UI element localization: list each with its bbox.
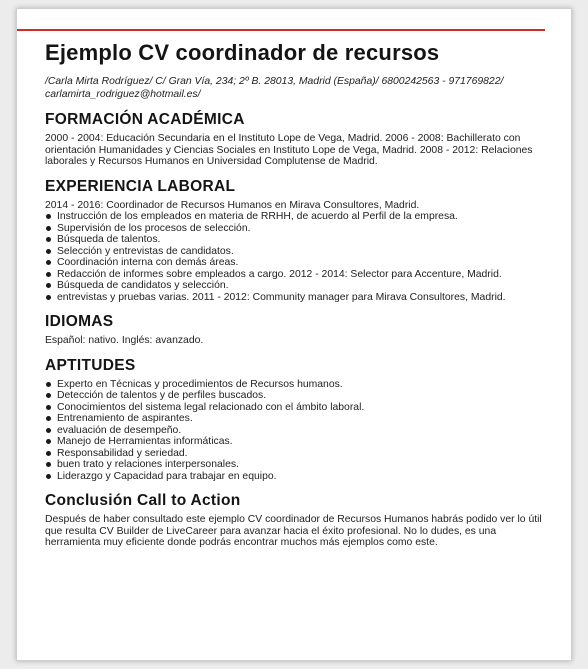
formacion-heading: FORMACIÓN ACADÉMICA: [45, 111, 245, 128]
list-item: Búsqueda de talentos.: [45, 234, 545, 246]
list-item: Selección y entrevistas de candidatos.: [45, 246, 545, 258]
list-item: Liderazgo y Capacidad para trabajar en equipo.: [45, 471, 545, 483]
experiencia-heading: EXPERIENCIA LABORAL: [45, 177, 236, 195]
list-item: Detección de talentos y de perfiles buscados.: [45, 390, 545, 402]
list-item: Manejo de Herramientas informáticas.: [45, 436, 545, 448]
aptitudes-list: [45, 379, 545, 483]
cv-title: Ejemplo CV coordinador de recursos: [45, 40, 440, 65]
list-item: Redacción de informes sobre empleados a cargo. 2012 - 2014: Selector para Accenture, Madrid.: [45, 269, 545, 281]
conclusion-text: Después de haber consultado este ejemplo CV coordinador de Recursos Humanos habrás podido ver lo útil que resulta CV Builder de LiveCareer para avanzar hacia el éxito profesional. No lo dudes, es una herramienta muy eficiente donde podrás encontrar muchos más ejemplos como este.: [45, 514, 542, 548]
contact-info: /Carla Mirta Rodríguez/ C/ Gran Vía, 234; 2º B. 28013, Madrid (España)/ 6800242563 - 971769822/ carlamirta_rodriguez@hotmail.es/: [45, 76, 504, 100]
section-experiencia: [45, 177, 545, 304]
list-item: entrevistas y pruebas varias. 2011 - 2012: Community manager para Mirava Consultores, Madrid.: [45, 292, 545, 304]
cv-content: [45, 39, 545, 549]
list-item: Instrucción de los empleados en materia de RRHH, de acuerdo al Perfil de la empresa.: [45, 211, 545, 223]
section-aptitudes: [45, 356, 545, 483]
list-item: Conocimientos del sistema legal relacionado con el ámbito laboral.: [45, 402, 545, 414]
idiomas-heading: IDIOMAS: [45, 313, 114, 330]
section-conclusion: [45, 491, 545, 549]
aptitudes-heading: APTITUDES: [45, 356, 136, 374]
list-item: Entrenamiento de aspirantes.: [45, 413, 545, 425]
experiencia-intro: 2014 - 2016: Coordinador de Recursos Humanos en Mirava Consultores, Madrid.: [45, 199, 420, 211]
experiencia-list: [45, 211, 545, 303]
accent-rule: [17, 29, 545, 31]
section-idiomas: [45, 312, 545, 347]
list-item: Supervisión de los procesos de selección.: [45, 223, 545, 235]
list-item: Responsabilidad y seriedad.: [45, 448, 545, 460]
list-item: Experto en Técnicas y procedimientos de Recursos humanos.: [45, 379, 545, 391]
section-formacion: [45, 110, 545, 168]
list-item: Búsqueda de candidatos y selección.: [45, 280, 545, 292]
list-item: buen trato y relaciones interpersonales.: [45, 459, 545, 471]
conclusion-heading: Conclusión Call to Action: [45, 492, 241, 509]
list-item: evaluación de desempeño.: [45, 425, 545, 437]
idiomas-text: Español: nativo. Inglés: avanzado.: [45, 335, 204, 346]
formacion-text: 2000 - 2004: Educación Secundaria en el Instituto Lope de Vega, Madrid. 2006 - 2008: Bachillerato con orientación Humanidades y Ciencias Sociales en Instituto Lope de Vega, Madrid. 2008 - 2012: Relaciones laborales y Recursos Humanos en Universidad Complutense de Madrid.: [45, 133, 533, 167]
cv-page: [16, 8, 572, 661]
list-item: Coordinación interna con demás áreas.: [45, 257, 545, 269]
